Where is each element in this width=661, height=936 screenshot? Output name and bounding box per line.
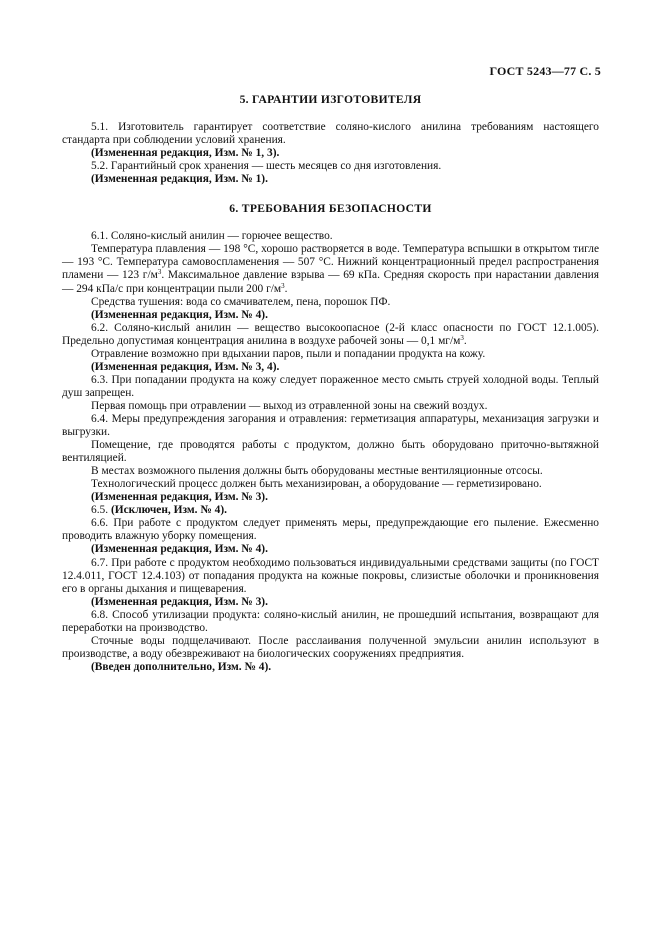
paragraph-extinguishing: Средства тушения: вода со смачивателем, пена, порошок ПФ. [91, 295, 391, 308]
section-6-heading: 6. ТРЕБОВАНИЯ БЕЗОПАСНОСТИ [229, 202, 432, 216]
paragraph-5-1: 5.1. Изготовитель гарантирует соответствие соляно-кислого анилина требованиям настоящего стандарта при соблюдении условий хранения. [62, 121, 599, 147]
paragraph-6-8: 6.8. Способ утилизации продукта: соляно-кислый анилин, не прошедший испытания, возвращают для переработки на производство. [62, 608, 599, 634]
amendment-note: (Измененная редакция, Изм. № 1, 3). [91, 147, 280, 160]
paragraph-6-5: 6.5. (Исключен, Изм. № 4). [91, 504, 227, 517]
amendment-note: (Измененная редакция, Изм. № 3, 4). [91, 360, 280, 373]
amendment-note: (Измененная редакция, Изм. № 4). [91, 308, 268, 321]
document-body [62, 93, 599, 674]
paragraph-6-1: 6.1. Соляно-кислый анилин — горючее вещество. [91, 230, 333, 243]
paragraph-5-2: 5.2. Гарантийный срок хранения — шесть месяцев со дня изготовления. [91, 160, 442, 173]
paragraph-6-6: 6.6. При работе с продуктом следует применять меры, предупреждающие его пыление. Ежесменно проводить влажную уборку помещения. [62, 517, 599, 543]
paragraph-6-4: 6.4. Меры предупреждения загорания и отравления: герметизация аппаратуры, механизация загрузки и выгрузки. [62, 412, 599, 439]
amendment-note: (Измененная редакция, Изм. № 4). [91, 543, 268, 556]
paragraph-process: Технологический процесс должен быть механизирован, а оборудование — герметизировано. [91, 478, 542, 491]
paragraph-6-2: 6.2. Соляно-кислый анилин — вещество высокоопасное (2-й класс опасности по ГОСТ 12.1.005). Предельно допустимая концентрация анилина в воздухе рабочей зоны — 0,1 $мг/м^3$. [62, 321, 599, 347]
paragraph-first-aid: Первая помощь при отравлении — выход из отравленной зоны на свежий воздух. [91, 399, 488, 412]
paragraph-local-exhaust: В местах возможного пыления должны быть оборудованы местные вентиляционные отсосы. [91, 465, 543, 478]
paragraph-ventilation: Помещение, где проводятся работы с продуктом, должно быть оборудовано приточно-вытяжной вентиляцией. [62, 439, 599, 465]
amendment-note: (Измененная редакция, Изм. № 1). [91, 173, 268, 186]
paragraph-poisoning: Отравление возможно при вдыхании паров, пыли и попадании продукта на кожу. [91, 347, 486, 360]
amendment-note: (Измененная редакция, Изм. № 3). [91, 595, 268, 608]
amendment-note: (Измененная редакция, Изм. № 3). [91, 491, 268, 504]
paragraph-fire-properties: Температура плавления — 198 °С, хорошо растворяется в воде. Температура вспышки в открытом тигле — 193 °С. Температура самовоспламенения — 507 °С. Нижний концентрационный предел распространения пламени — 123 $г/м^3$. Максимальное давление взрыва — 69 кПа. Средняя скорость при нарастании давления — 294 кПа/с при концентрации пыли 200 $г/м^3$. [62, 243, 600, 295]
amendment-note: (Введен дополнительно, Изм. № 4). [91, 660, 272, 673]
section-5-heading: 5. ГАРАНТИИ ИЗГОТОВИТЕЛЯ [239, 93, 422, 106]
paragraph-wastewater: Сточные воды подщелачивают. После расслаивания полученной эмульсии анилин используют в производстве, а воду обезвреживают на биологических сооружениях предприятия. [62, 634, 599, 660]
page-header: ГОСТ 5243—77 С. 5 [489, 64, 601, 78]
paragraph-6-7: 6.7. При работе с продуктом необходимо пользоваться индивидуальными средствами защиты (по ГОСТ 12.4.011, ГОСТ 12.4.103) от попадания продукта на кожные покровы, слизистые оболочки и проникновения его в органы дыхания и пищеварения. [62, 556, 599, 595]
paragraph-6-3: 6.3. При попадании продукта на кожу следует пораженное место смыть струей холодной воды. Теплый душ запрещен. [62, 373, 599, 399]
